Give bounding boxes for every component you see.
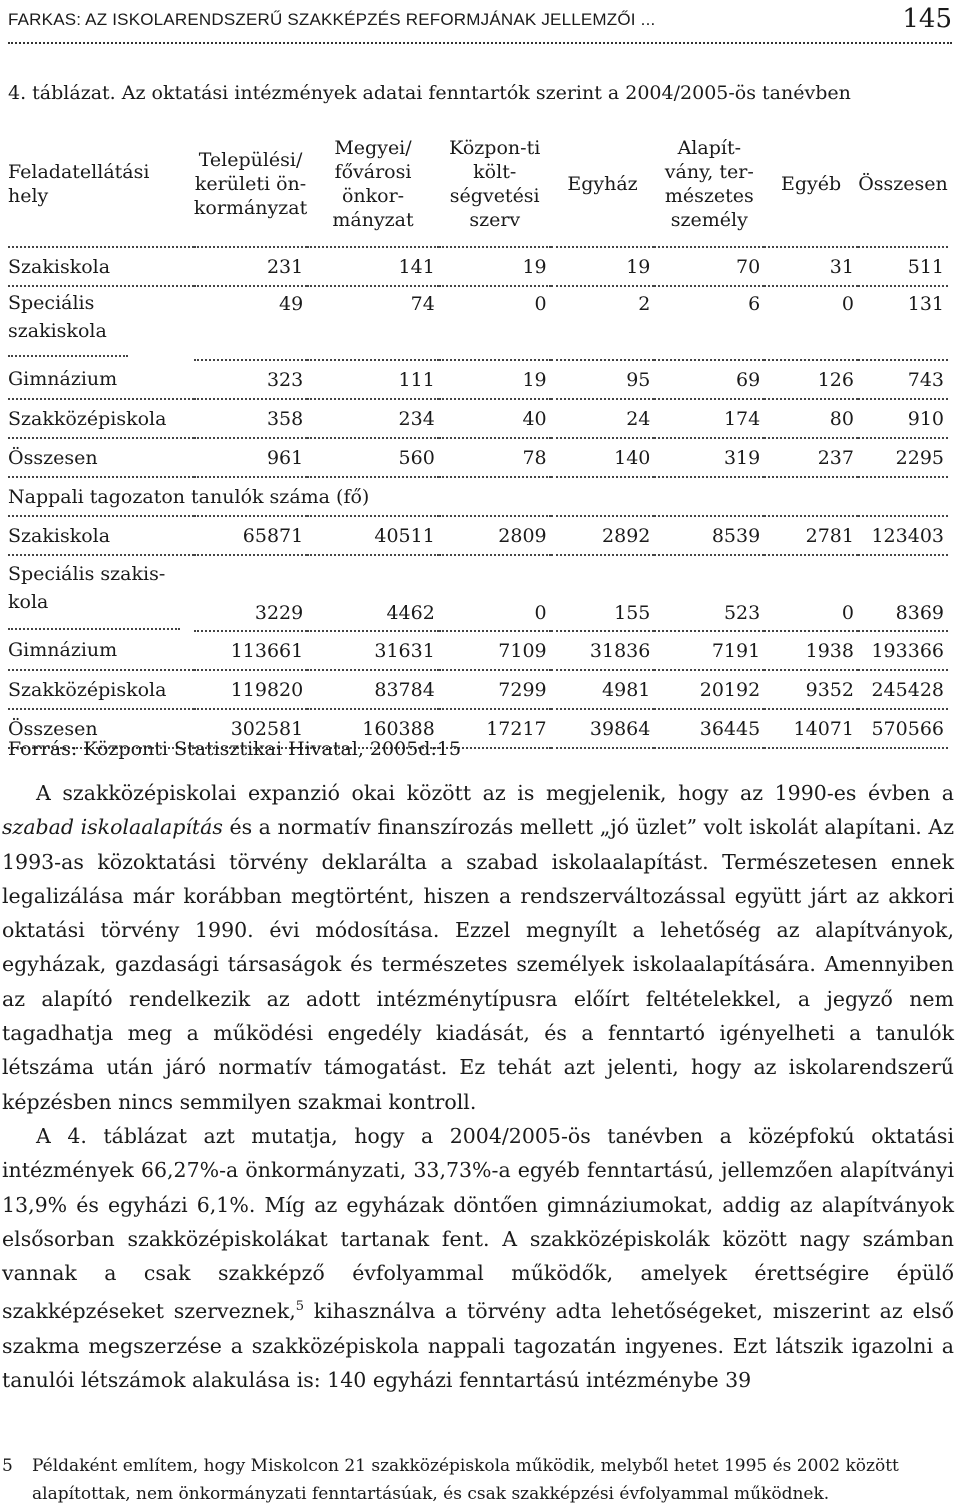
table-row bbox=[8, 360, 948, 399]
row-label: Szakközépiskola bbox=[8, 670, 194, 709]
table-cell: 14071 bbox=[764, 709, 858, 748]
table-cell: 155 bbox=[551, 555, 655, 631]
row-label: Szakiskola bbox=[8, 516, 194, 555]
data-table bbox=[8, 122, 948, 749]
table-cell: 323 bbox=[194, 360, 307, 399]
table-cell: 910 bbox=[858, 399, 948, 438]
table-cell: 2809 bbox=[439, 516, 551, 555]
column-header: Megyei/ fővárosi önkor-mányzat bbox=[307, 122, 439, 247]
row-label: Szakközépiskola bbox=[8, 399, 194, 438]
body-text bbox=[2, 776, 954, 1397]
table-cell: 80 bbox=[764, 399, 858, 438]
table-cell: 31631 bbox=[307, 631, 439, 670]
table-cell: 302581 bbox=[194, 709, 307, 748]
footnote-text: Példaként említem, hogy Miskolcon 21 szakközépiskola működik, melyből hetet 1995 és 2002 között alapítottak, nem önkormányzati fenntartásúak, és csak szakképzési évfolyammal működnek. bbox=[32, 1456, 899, 1504]
table-cell: 74 bbox=[307, 286, 439, 360]
table-cell: 523 bbox=[654, 555, 764, 631]
table-cell: 19 bbox=[439, 247, 551, 286]
footnote bbox=[2, 1452, 954, 1508]
table-cell: 20192 bbox=[654, 670, 764, 709]
table-cell: 17217 bbox=[439, 709, 551, 748]
table-cell: 131 bbox=[858, 286, 948, 360]
paragraph bbox=[2, 776, 954, 1119]
text-run: és a normatív finanszírozás mellett „jó üzlet” volt iskolát alapítani. Az 1993-as közoktatási törvény deklarálta a szabad iskolaalapítást. Természetesen ennek legalizálása már korábban megtörtént, hiszen a rendszerváltozással együtt járt az akkori oktatási törvény 1990. évi módosítása. Ezzel megnyílt a lehetőség az alapítványok, egyházak, gazdasági társaságok és természetes személyek iskolaalapítására. Amennyiben az alapító rendelkezik az adott intézménytípusra előírt feltételekkel, a jegyző nem tagadhatja meg a működési engedély kiadását, és a fenntartó igényelheti a tanulók létszáma után járó normatív támogatást. Ez tehát azt jelenti, hogy az iskolarendszerű képzésben nincs semmilyen szakmai kontroll. bbox=[2, 815, 954, 1114]
paragraph bbox=[2, 1119, 954, 1397]
column-header: Települési/ kerületi ön-kormányzat bbox=[194, 122, 307, 247]
table-cell: 78 bbox=[439, 438, 551, 477]
table-cell: 49 bbox=[194, 286, 307, 360]
table-cell: 7191 bbox=[654, 631, 764, 670]
table-cell: 193366 bbox=[858, 631, 948, 670]
footnote-number: 5 bbox=[2, 1456, 13, 1476]
table-cell: 69 bbox=[654, 360, 764, 399]
table-cell: 8369 bbox=[858, 555, 948, 631]
row-label: Speciális szakis-kola bbox=[8, 556, 180, 630]
table-cell: 19 bbox=[551, 247, 655, 286]
table-cell: 40511 bbox=[307, 516, 439, 555]
table-row bbox=[8, 247, 948, 286]
table-cell: 237 bbox=[764, 438, 858, 477]
table-cell: 31836 bbox=[551, 631, 655, 670]
table-cell: 111 bbox=[307, 360, 439, 399]
section-heading-row bbox=[8, 477, 948, 516]
table-cell: 39864 bbox=[551, 709, 655, 748]
table-cell: 19 bbox=[439, 360, 551, 399]
table-cell: 113661 bbox=[194, 631, 307, 670]
page-number: 145 bbox=[902, 4, 952, 34]
table-cell: 141 bbox=[307, 247, 439, 286]
table-cell: 7109 bbox=[439, 631, 551, 670]
table-row bbox=[8, 438, 948, 477]
column-header: Összesen bbox=[858, 122, 948, 247]
table-cell: 140 bbox=[551, 438, 655, 477]
table-cell: 4981 bbox=[551, 670, 655, 709]
table-cell: 65871 bbox=[194, 516, 307, 555]
table-cell: 570566 bbox=[858, 709, 948, 748]
table-cell: 83784 bbox=[307, 670, 439, 709]
table-cell: 2 bbox=[551, 286, 655, 360]
table-cell: 358 bbox=[194, 399, 307, 438]
text-run: A 4. táblázat azt mutatja, hogy a 2004/2005-ös tanévben a középfokú oktatási intézmények 66,27%-a önkormányzati, 33,73%-a egyéb fenntartású, jellemzően alapítványi 13,9% és egyházi 6,1%. Míg az egyházak döntően gimnáziumokat, addig az alapítványok elsősorban szakközépiskolákat tartanak fent. A szakközépiskolák között nagy számban vannak a csak szakképző évfolyammal működők, amelyek érettségire épülő szakképzéseket szerveznek, bbox=[2, 1123, 954, 1324]
table-cell: 245428 bbox=[858, 670, 948, 709]
table-cell: 3229 bbox=[194, 555, 307, 631]
table-cell: 95 bbox=[551, 360, 655, 399]
table-cell: 0 bbox=[439, 555, 551, 631]
table-cell: 40 bbox=[439, 399, 551, 438]
table-cell: 0 bbox=[439, 286, 551, 360]
table-row bbox=[8, 670, 948, 709]
row-label: Összesen bbox=[8, 709, 194, 748]
table-cell: 119820 bbox=[194, 670, 307, 709]
column-header: Egyéb bbox=[764, 122, 858, 247]
row-label: Speciális szakiskola bbox=[8, 287, 128, 357]
row-label: Összesen bbox=[8, 438, 194, 477]
table-cell: 31 bbox=[764, 247, 858, 286]
table-cell: 126 bbox=[764, 360, 858, 399]
table-cell: 4462 bbox=[307, 555, 439, 631]
row-label: Szakiskola bbox=[8, 247, 194, 286]
table-cell: 2892 bbox=[551, 516, 655, 555]
table-cell: 6 bbox=[654, 286, 764, 360]
row-label: Gimnázium bbox=[8, 360, 194, 399]
table-cell: 8539 bbox=[654, 516, 764, 555]
table-cell: 160388 bbox=[307, 709, 439, 748]
table-cell: 0 bbox=[764, 286, 858, 360]
running-title: FARKAS: AZ ISKOLARENDSZERŰ SZAKKÉPZÉS REFORMJÁNAK JELLEMZŐI ... bbox=[8, 10, 656, 29]
column-header: Alapít-vány, ter-mészetes személy bbox=[654, 122, 764, 247]
table-cell: 560 bbox=[307, 438, 439, 477]
table-header-row bbox=[8, 122, 948, 247]
table-cell: 231 bbox=[194, 247, 307, 286]
table-cell: 2781 bbox=[764, 516, 858, 555]
header-divider bbox=[8, 42, 952, 44]
column-header: Közpon-ti költ-ségvetési szerv bbox=[439, 122, 551, 247]
table-cell: 511 bbox=[858, 247, 948, 286]
table-row bbox=[8, 399, 948, 438]
table-cell: 743 bbox=[858, 360, 948, 399]
column-header: Feladatellátási hely bbox=[8, 122, 194, 247]
table-caption: 4. táblázat. Az oktatási intézmények adatai fenntartók szerint a 2004/2005-ös tanévben bbox=[8, 82, 851, 104]
table-cell: 1938 bbox=[764, 631, 858, 670]
table-cell: 234 bbox=[307, 399, 439, 438]
text-run: A szakközépiskolai expanzió okai között az is megjelenik, hogy az 1990-es évben a bbox=[36, 781, 954, 805]
table-cell: 24 bbox=[551, 399, 655, 438]
table-row bbox=[8, 631, 948, 670]
table-cell: 2295 bbox=[858, 438, 948, 477]
table-cell: 0 bbox=[764, 555, 858, 631]
table-row bbox=[8, 286, 948, 360]
table-cell: 9352 bbox=[764, 670, 858, 709]
table-row bbox=[8, 555, 948, 631]
column-header: Egyház bbox=[551, 122, 655, 247]
running-header bbox=[8, 4, 952, 44]
text-run: kihasználva a törvény adta lehetőségeket, miszerint az első szakma megszerzése a szakközépiskola nappali tagozatán ingyenes. Ezt látszik igazolni a tanulói létszámok alakulása is: 140 egyházi fenntartású intézménybe 39 bbox=[2, 1299, 954, 1392]
row-label: Gimnázium bbox=[8, 631, 194, 670]
table-cell: 319 bbox=[654, 438, 764, 477]
table-cell: 70 bbox=[654, 247, 764, 286]
table-cell: 123403 bbox=[858, 516, 948, 555]
section-heading: Nappali tagozaton tanulók száma (fő) bbox=[8, 477, 948, 516]
table-source: Forrás: Központi Statisztikai Hivatal, 2005d:15 bbox=[8, 738, 462, 760]
table-row bbox=[8, 516, 948, 555]
table-cell: 961 bbox=[194, 438, 307, 477]
emphasis: szabad iskolaalapítás bbox=[2, 815, 223, 840]
table-cell: 36445 bbox=[654, 709, 764, 748]
footnote-ref[interactable]: 5 bbox=[295, 1299, 305, 1315]
table-cell: 7299 bbox=[439, 670, 551, 709]
table-cell: 174 bbox=[654, 399, 764, 438]
